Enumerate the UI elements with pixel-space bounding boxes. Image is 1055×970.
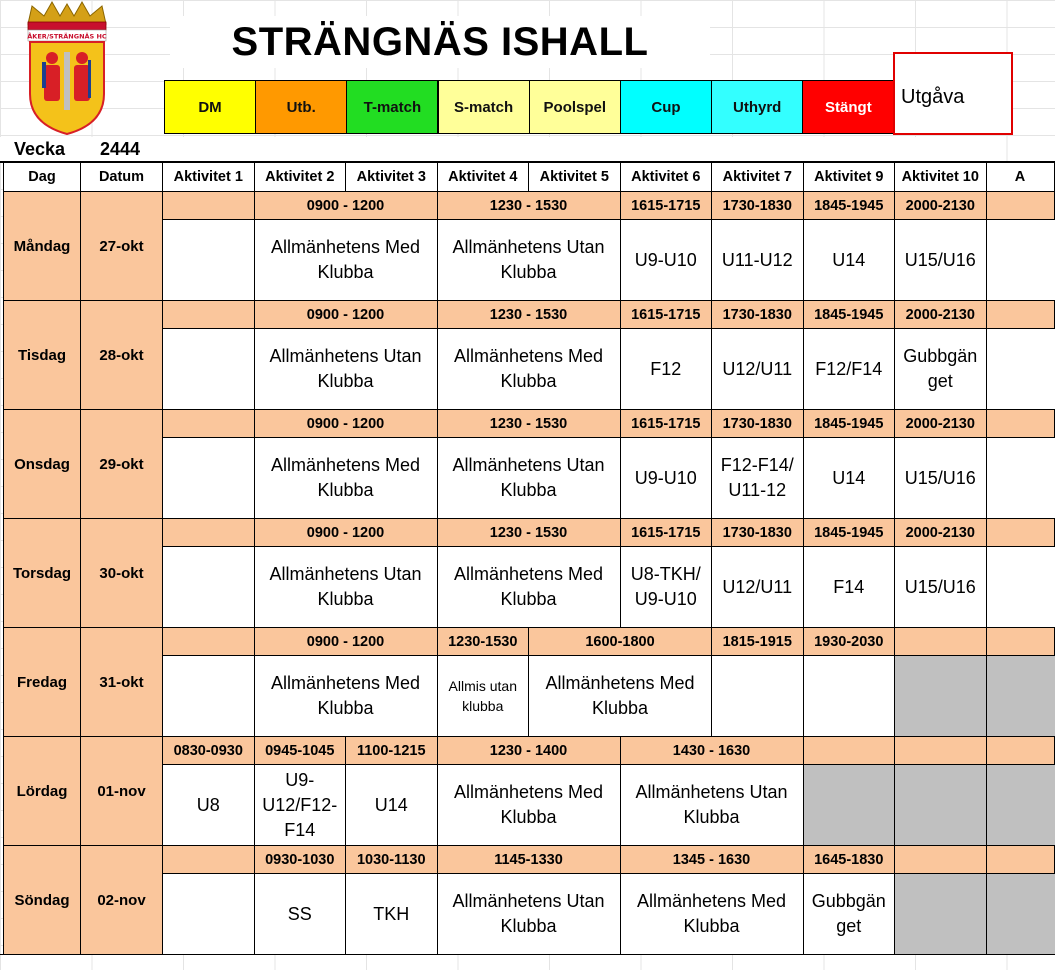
activity-cell: U9-U10 <box>621 438 713 519</box>
time-slot: 2000-2130 <box>895 192 987 220</box>
header-2: Datum <box>81 163 163 192</box>
header-7: Aktivitet 5 <box>529 163 621 192</box>
header-4: Aktivitet 2 <box>255 163 347 192</box>
day-date: 02-nov <box>81 846 163 955</box>
activity-cell: Allmänhetens Utan Klubba <box>621 765 804 846</box>
activity-cell: Allmänhetens Med Klubba <box>255 438 438 519</box>
time-slot: 1845-1945 <box>804 301 896 329</box>
activity-cell <box>712 656 804 737</box>
activity-cell: Allmis utan klubba <box>438 656 530 737</box>
header-5: Aktivitet 3 <box>346 163 438 192</box>
time-slot <box>163 192 255 220</box>
header-10: Aktivitet 9 <box>804 163 896 192</box>
time-slot: 1615-1715 <box>621 519 713 547</box>
activity-cell <box>987 438 1055 519</box>
legend-dm: DM <box>164 80 256 134</box>
time-slot <box>804 737 896 765</box>
day-name: Lördag <box>4 737 81 846</box>
activity-cell <box>987 220 1055 301</box>
time-slot: 1730-1830 <box>712 519 804 547</box>
time-slot: 0900 - 1200 <box>255 301 438 329</box>
day-name: Söndag <box>4 846 81 955</box>
club-logo <box>22 2 112 136</box>
time-slot: 1845-1945 <box>804 519 896 547</box>
time-slot: 1230 - 1400 <box>438 737 621 765</box>
legend-t-match: T-match <box>346 80 438 134</box>
time-slot: 0900 - 1200 <box>255 519 438 547</box>
time-slot: 1730-1830 <box>712 192 804 220</box>
time-slot: 1345 - 1630 <box>621 846 804 874</box>
activity-cell: Allmänhetens Med Klubba <box>255 220 438 301</box>
activity-cell: Allmänhetens Med Klubba <box>438 329 621 410</box>
vecka-row <box>0 137 1000 161</box>
activity-cell: U15/U16 <box>895 438 987 519</box>
day-date: 31-okt <box>81 628 163 737</box>
header-9: Aktivitet 7 <box>712 163 804 192</box>
day-date: 29-okt <box>81 410 163 519</box>
day-name: Fredag <box>4 628 81 737</box>
activity-cell: U9-U12/F12-F14 <box>255 765 347 846</box>
activity-cell: Gubbgän get <box>895 329 987 410</box>
time-slot <box>987 192 1055 220</box>
activity-cell: Allmänhetens Med Klubba <box>529 656 712 737</box>
time-slot <box>163 628 255 656</box>
activity-cell: U14 <box>804 438 896 519</box>
activity-cell: Allmänhetens Utan Klubba <box>255 329 438 410</box>
time-slot: 1145-1330 <box>438 846 621 874</box>
legend-poolspel: Poolspel <box>529 80 621 134</box>
time-slot: 0830-0930 <box>163 737 255 765</box>
day-date: 27-okt <box>81 192 163 301</box>
activity-cell: U15/U16 <box>895 220 987 301</box>
time-slot: 1845-1945 <box>804 192 896 220</box>
activity-cell: SS <box>255 874 347 955</box>
activity-cell <box>163 329 255 410</box>
time-slot: 0900 - 1200 <box>255 192 438 220</box>
time-slot <box>895 737 987 765</box>
time-slot: 2000-2130 <box>895 410 987 438</box>
time-slot: 1100-1215 <box>346 737 438 765</box>
legend-uthyrd: Uthyrd <box>711 80 803 134</box>
time-slot: 1030-1130 <box>346 846 438 874</box>
day-name: Måndag <box>4 192 81 301</box>
time-slot <box>895 628 987 656</box>
time-slot: 1230 - 1530 <box>438 192 621 220</box>
activity-cell: Allmänhetens Utan Klubba <box>438 874 621 955</box>
closed-slot <box>895 656 987 737</box>
day-name: Onsdag <box>4 410 81 519</box>
time-slot <box>163 846 255 874</box>
activity-cell <box>987 547 1055 628</box>
time-slot <box>987 519 1055 547</box>
header-8: Aktivitet 6 <box>621 163 713 192</box>
time-slot: 0930-1030 <box>255 846 347 874</box>
activity-cell: U11-U12 <box>712 220 804 301</box>
legend-s-match: S-match <box>438 80 530 134</box>
closed-slot <box>987 874 1055 955</box>
time-slot: 1615-1715 <box>621 192 713 220</box>
time-slot: 1730-1830 <box>712 301 804 329</box>
time-slot: 1430 - 1630 <box>621 737 804 765</box>
legend-utb-: Utb. <box>255 80 347 134</box>
day-date: 28-okt <box>81 301 163 410</box>
time-slot: 1645-1830 <box>804 846 896 874</box>
time-slot: 1615-1715 <box>621 410 713 438</box>
page-title: STRÄNGNÄS ISHALL <box>170 16 710 68</box>
time-slot <box>895 846 987 874</box>
activity-cell: U15/U16 <box>895 547 987 628</box>
activity-cell: Allmänhetens Utan Klubba <box>438 220 621 301</box>
activity-cell <box>163 874 255 955</box>
activity-cell: U14 <box>346 765 438 846</box>
activity-cell <box>163 547 255 628</box>
schedule-sheet <box>0 161 1026 953</box>
header-1: Dag <box>4 163 81 192</box>
header-3: Aktivitet 1 <box>163 163 255 192</box>
activity-cell: Allmänhetens Med Klubba <box>438 547 621 628</box>
activity-cell: Gubbgän get <box>804 874 896 955</box>
time-slot <box>987 301 1055 329</box>
time-slot: 0900 - 1200 <box>255 628 438 656</box>
activity-cell <box>987 329 1055 410</box>
time-slot: 0945-1045 <box>255 737 347 765</box>
day-date: 01-nov <box>81 737 163 846</box>
activity-cell: U14 <box>804 220 896 301</box>
closed-slot <box>987 656 1055 737</box>
activity-cell: U12/U11 <box>712 329 804 410</box>
legend-cup: Cup <box>620 80 712 134</box>
time-slot <box>987 846 1055 874</box>
svg-text:ÅKER/STRÄNGNÄS HC: ÅKER/STRÄNGNÄS HC <box>27 32 107 41</box>
closed-slot <box>895 765 987 846</box>
time-slot: 2000-2130 <box>895 519 987 547</box>
header-12: A <box>987 163 1055 192</box>
day-name: Tisdag <box>4 301 81 410</box>
time-slot <box>987 737 1055 765</box>
vecka-label: Vecka <box>14 139 66 159</box>
time-slot <box>987 410 1055 438</box>
activity-cell <box>163 220 255 301</box>
header-11: Aktivitet 10 <box>895 163 987 192</box>
time-slot: 1845-1945 <box>804 410 896 438</box>
time-slot: 1230 - 1530 <box>438 519 621 547</box>
time-slot <box>987 628 1055 656</box>
legend-st-ngt: Stängt <box>802 80 894 134</box>
time-slot <box>163 301 255 329</box>
schedule-grid <box>0 161 1055 955</box>
time-slot: 1730-1830 <box>712 410 804 438</box>
activity-cell <box>163 656 255 737</box>
activity-cell: U9-U10 <box>621 220 713 301</box>
activity-cell: Allmänhetens Med Klubba <box>255 656 438 737</box>
time-slot: 0900 - 1200 <box>255 410 438 438</box>
activity-cell: U8 <box>163 765 255 846</box>
day-date: 30-okt <box>81 519 163 628</box>
time-slot: 1600-1800 <box>529 628 712 656</box>
activity-cell: Allmänhetens Med Klubba <box>438 765 621 846</box>
day-name: Torsdag <box>4 519 81 628</box>
time-slot: 1930-2030 <box>804 628 896 656</box>
time-slot: 1230-1530 <box>438 628 530 656</box>
time-slot: 1815-1915 <box>712 628 804 656</box>
activity-cell: F14 <box>804 547 896 628</box>
activity-cell: Allmänhetens Med Klubba <box>621 874 804 955</box>
activity-cell <box>804 656 896 737</box>
activity-cell: F12/F14 <box>804 329 896 410</box>
activity-cell: U12/U11 <box>712 547 804 628</box>
vecka-number: 2444 <box>100 139 141 159</box>
activity-cell: Allmänhetens Utan Klubba <box>438 438 621 519</box>
closed-slot <box>895 874 987 955</box>
time-slot: 1230 - 1530 <box>438 301 621 329</box>
activity-cell <box>163 438 255 519</box>
time-slot: 2000-2130 <box>895 301 987 329</box>
activity-cell: TKH <box>346 874 438 955</box>
time-slot <box>163 519 255 547</box>
closed-slot <box>987 765 1055 846</box>
header-6: Aktivitet 4 <box>438 163 530 192</box>
activity-cell: Allmänhetens Utan Klubba <box>255 547 438 628</box>
activity-cell: F12 <box>621 329 713 410</box>
closed-slot <box>804 765 896 846</box>
activity-cell: U8-TKH/ U9-U10 <box>621 547 713 628</box>
time-slot: 1615-1715 <box>621 301 713 329</box>
time-slot: 1230 - 1530 <box>438 410 621 438</box>
time-slot <box>163 410 255 438</box>
activity-cell: F12-F14/ U11-12 <box>712 438 804 519</box>
utgava-box: Utgåva <box>893 52 1013 135</box>
